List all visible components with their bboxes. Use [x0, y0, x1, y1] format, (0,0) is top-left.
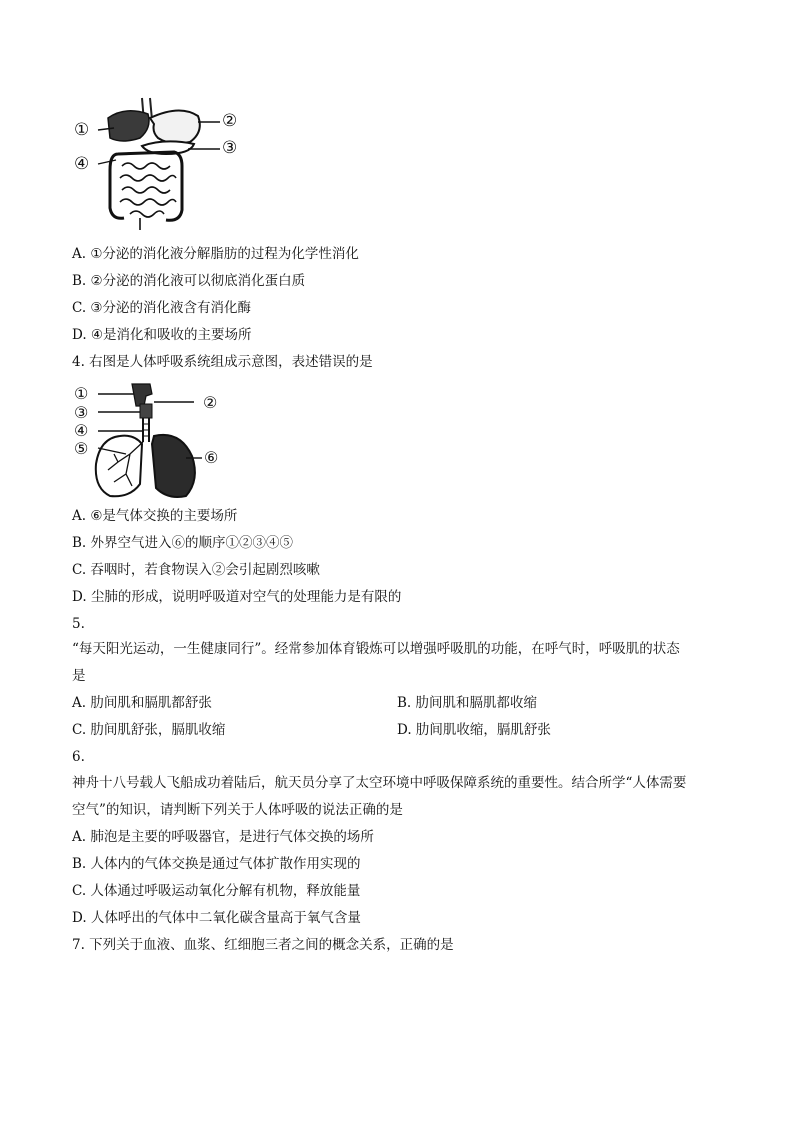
q5-option-d: D. 肋间肌收缩，膈肌舒张 [397, 722, 551, 738]
q3-option-a: A. ①分泌的消化液分解脂肪的过程为化学性消化 [72, 246, 359, 262]
q5-number: 5. [72, 616, 85, 632]
q7-stem: 7. 下列关于血液、血浆、红细胞三者之间的概念关系，正确的是 [72, 937, 454, 953]
q6-option-d: D. 人体呼出的气体中二氧化碳含量高于氧气含量 [72, 910, 361, 926]
q5-stem-line1: “每天阳光运动，一生健康同行”。经常参加体育锻炼可以增强呼吸肌的功能，在呼气时，呼吸肌的状态 [72, 641, 680, 657]
q3-option-c: C. ③分泌的消化液含有消化酶 [72, 300, 252, 316]
resp-label-4: ④ [74, 421, 89, 440]
q4-option-d: D. 尘肺的形成，说明呼吸道对空气的处理能力是有限的 [72, 589, 402, 605]
resp-label-3: ③ [74, 403, 89, 422]
resp-label-6: ⑥ [204, 448, 219, 467]
q5-option-a: A. 肋间肌和膈肌都舒张 [72, 695, 212, 711]
q4-stem: 4. 右图是人体呼吸系统组成示意图，表述错误的是 [72, 354, 373, 370]
q6-stem-line2: 空气”的知识，请判断下列关于人体呼吸的说法正确的是 [72, 802, 403, 818]
q6-option-b: B. 人体内的气体交换是通过气体扩散作用实现的 [72, 856, 361, 872]
q5-option-b: B. 肋间肌和膈肌都收缩 [397, 695, 538, 711]
resp-label-5: ⑤ [74, 439, 89, 458]
figure-label-4: ④ [74, 154, 90, 174]
figure-label-2: ② [222, 111, 238, 131]
q4-option-a: A. ⑥是气体交换的主要场所 [72, 508, 238, 524]
q6-number: 6. [72, 749, 85, 765]
figure-label-3: ③ [222, 138, 238, 158]
q6-option-a: A. 肺泡是主要的呼吸器官，是进行气体交换的场所 [72, 829, 374, 845]
q3-option-b: B. ②分泌的消化液可以彻底消化蛋白质 [72, 273, 306, 289]
q6-stem-line1: 神舟十八号载人飞船成功着陆后，航天员分享了太空环境中呼吸保障系统的重要性。结合所学“人体需要 [72, 775, 687, 791]
q4-option-b: B. 外界空气进入⑥的顺序①②③④⑤ [72, 535, 294, 551]
q3-option-d: D. ④是消化和吸收的主要场所 [72, 327, 252, 343]
q5-stem-line2: 是 [72, 668, 86, 684]
resp-label-2: ② [203, 393, 218, 412]
q4-option-c: C. 吞咽时，若食物误入②会引起剧烈咳嗽 [72, 562, 320, 578]
q6-option-c: C. 人体通过呼吸运动氧化分解有机物，释放能量 [72, 883, 361, 899]
resp-label-1: ① [74, 384, 89, 403]
q5-option-c: C. 肋间肌舒张，膈肌收缩 [72, 722, 226, 738]
figure-label-1: ① [74, 120, 90, 140]
